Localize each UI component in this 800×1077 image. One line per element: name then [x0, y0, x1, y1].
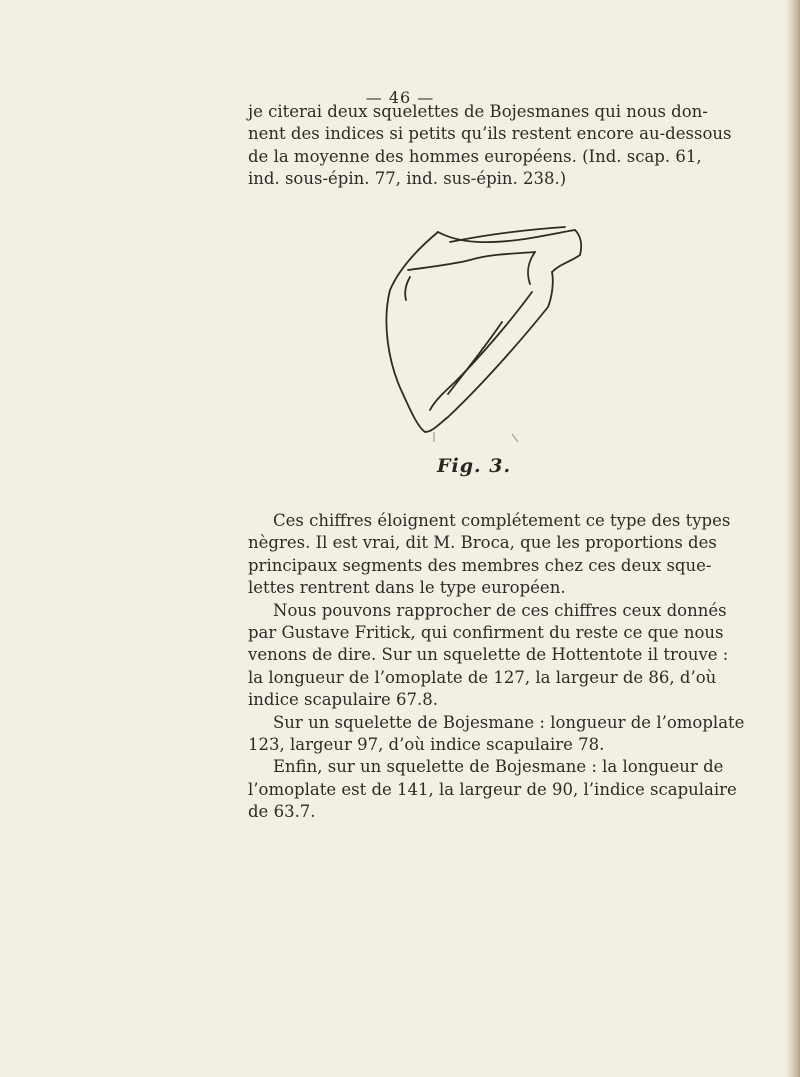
intro-paragraph [248, 101, 748, 191]
text-line: ind. sous-épin. 77, ind. sus-épin. 238.) [248, 169, 567, 189]
text-line: de la moyenne des hommes européens. (Ind. scap. 61, [248, 146, 702, 166]
text-line: Ces chiffres éloignent complétement ce type des types [273, 511, 731, 530]
page-number: — 46 — [365, 88, 435, 107]
scapula-spine [438, 230, 581, 272]
text-line: l’omoplate est de 141, la largeur de 90, l’indice scapulaire [248, 779, 737, 799]
text-line: indice scapulaire 67.8. [248, 690, 438, 710]
page-edge-shadow [786, 0, 800, 1077]
scapula-drawing [370, 222, 600, 462]
main-paragraphs [248, 510, 748, 824]
text-line: 123, largeur 97, d’où indice scapulaire 78. [248, 735, 605, 755]
scapula-outline [386, 232, 552, 432]
text-line: lettes rentrent dans le type européen. [248, 578, 566, 598]
text-line: nent des indices si petits qu’ils restent encore au-dessous [248, 124, 732, 144]
text-line: venons de dire. Sur un squelette de Hottentote il trouve : [248, 645, 729, 665]
text-line: la longueur de l’omoplate de 127, la largeur de 86, d’où [248, 667, 717, 687]
text-line: de 63.7. [248, 802, 316, 822]
text-line: Nous pouvons rapprocher de ces chiffres ceux donnés [273, 600, 727, 620]
inner-line-lower [448, 322, 502, 394]
figure-caption: Fig. 3. [437, 455, 512, 477]
text-line: Sur un squelette de Bojesmane : longueur de l’omoplate [273, 712, 745, 732]
text-line: par Gustave Fritick, qui confirment du reste ce que nous [248, 623, 724, 643]
coracoid-curve [408, 252, 535, 270]
text-line: nègres. Il est vrai, dit M. Broca, que les proportions des [248, 533, 717, 553]
text-line: je citerai deux squelettes de Bojesmanes qui nous don- [248, 102, 708, 121]
faint-mark [512, 434, 518, 442]
glenoid-notch [405, 277, 410, 300]
text-line: principaux segments des membres chez ces deux sque- [248, 555, 712, 575]
spine-ridge [528, 252, 535, 284]
text-line: Enfin, sur un squelette de Bojesmane : la longueur de [273, 757, 724, 777]
